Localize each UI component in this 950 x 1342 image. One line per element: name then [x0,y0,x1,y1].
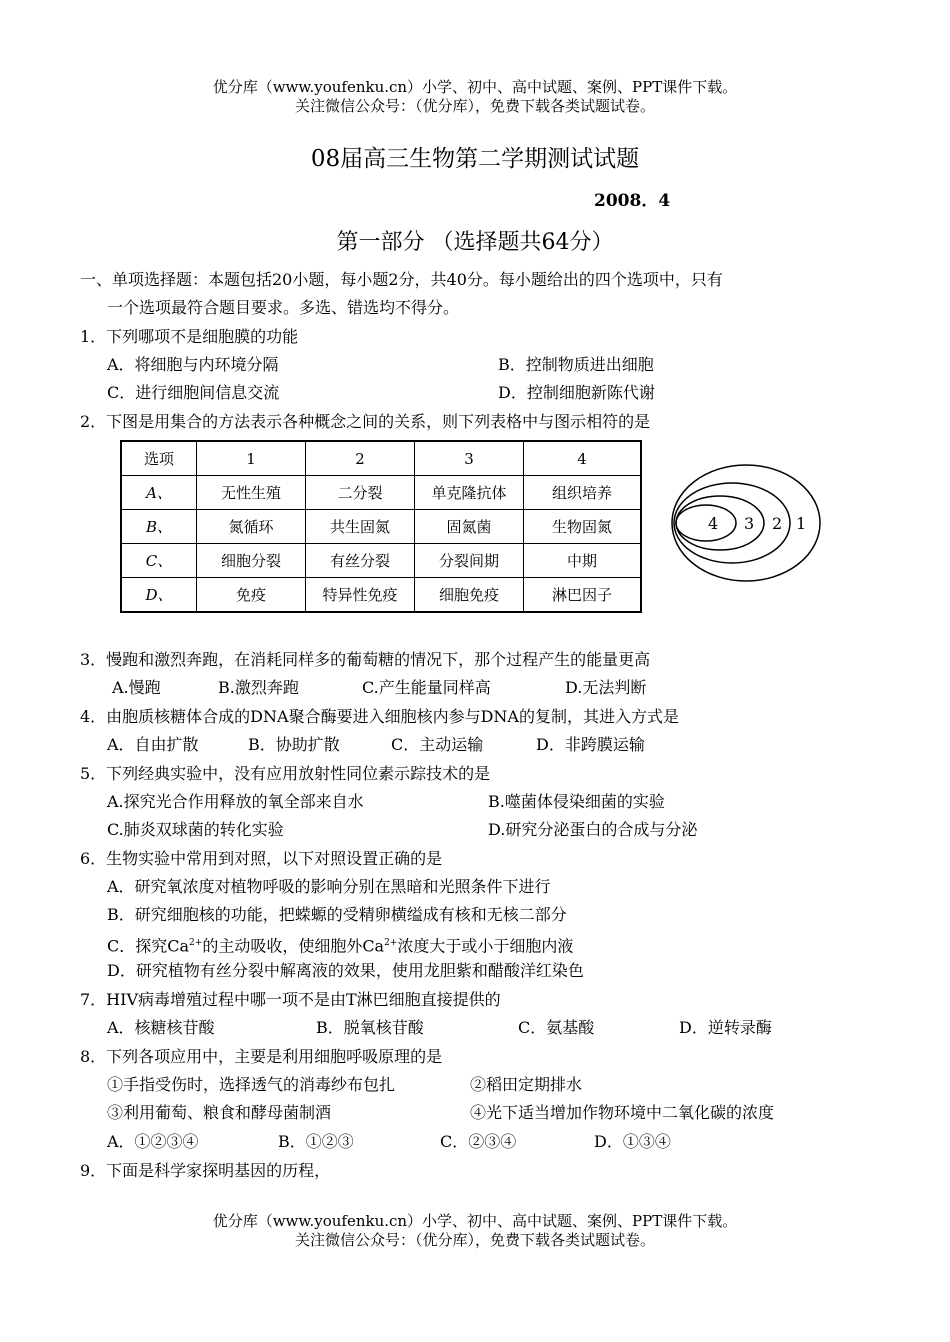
set-label-3: 3 [744,514,755,533]
q3-option-c: C.产生能量同样高 [362,678,491,697]
q8-option-c: C．②③④ [440,1132,517,1151]
q4-option-b: B．协助扩散 [248,735,340,754]
header-line-2: 关注微信公众号：（优分库），免费下载各类试题试卷。 [294,97,655,115]
q8-option-b: B．①②③ [278,1132,354,1151]
exam-date: 2008．4 [594,191,671,211]
table-cell: 有丝分裂 [306,544,415,578]
table-header: 选项 [121,441,197,476]
footer-line-2: 关注微信公众号：（优分库），免费下载各类试题试卷。 [294,1231,655,1249]
table-row [121,510,641,544]
table-cell: 共生固氮 [306,510,415,544]
table-cell: 固氮菌 [415,510,524,544]
set-label-1: 1 [796,514,807,533]
table-cell: 组织培养 [524,476,642,510]
q5-stem: 5．下列经典实验中，没有应用放射性同位素示踪技术的是 [80,764,491,783]
q8-item-4: ④光下适当增加作物环境中二氧化碳的浓度 [470,1103,775,1122]
table-row [121,578,641,613]
q4-option-a: A．自由扩散 [107,735,199,754]
table-header: 2 [306,441,415,476]
q6-option-a: A．研究氧浓度对植物呼吸的影响分别在黑暗和光照条件下进行 [107,877,551,896]
q4-option-d: D．非跨膜运输 [536,735,645,754]
q4-option-c: C．主动运输 [391,735,484,754]
q6-option-c [107,933,573,956]
table-cell: 淋巴因子 [524,578,642,613]
table-cell: D、 [121,578,197,613]
set-ellipse-4 [676,505,736,541]
q1-option-b: B．控制物质进出细胞 [498,355,654,374]
table-cell: 二分裂 [306,476,415,510]
q2-stem: 2．下图是用集合的方法表示各种概念之间的关系，则下列表格中与图示相符的是 [80,412,651,431]
q2-set-diagram [668,460,828,590]
section-instructions-2: 一个选项最符合题目要求。多选、错选均不得分。 [107,298,460,317]
table-cell: 特异性免疫 [306,578,415,613]
q7-stem: 7．HIV病毒增殖过程中哪一项不是由T淋巴细胞直接提供的 [80,990,501,1009]
part-title: 第一部分 （选择题共64分） [336,230,614,255]
q8-item-1: ①手指受伤时，选择透气的消毒纱布包扎 [107,1075,396,1094]
q5-option-c: C.肺炎双球菌的转化实验 [107,820,284,839]
q1-option-a: A．将细胞与内环境分隔 [107,355,279,374]
q5-option-a: A.探究光合作用释放的氧全部来自水 [107,792,364,811]
table-header: 4 [524,441,642,476]
table-row [121,476,641,510]
table-row [121,544,641,578]
table-cell: 细胞分裂 [197,544,306,578]
q1-option-d: D．控制细胞新陈代谢 [498,383,655,402]
q8-option-a: A．①②③④ [107,1132,199,1151]
q7-option-a: A．核糖核苷酸 [107,1018,215,1037]
q3-stem: 3．慢跑和激烈奔跑，在消耗同样多的葡萄糖的情况下，那个过程产生的能量更高 [80,650,651,669]
q8-item-2: ②稻田定期排水 [470,1075,583,1094]
q6-option-d: D．研究植物有丝分裂中解离液的效果，使用龙胆紫和醋酸洋红染色 [107,961,584,980]
table-cell: 细胞免疫 [415,578,524,613]
q6-option-b: B．研究细胞核的功能，把蝾螈的受精卵横缢成有核和无核二部分 [107,905,567,924]
q2-table [120,440,642,613]
q7-option-c: C．氨基酸 [518,1018,595,1037]
table-header: 1 [197,441,306,476]
table-cell: 单克隆抗体 [415,476,524,510]
table-cell: A、 [121,476,197,510]
q5-option-d: D.研究分泌蛋白的合成与分泌 [488,820,698,839]
q6-stem: 6．生物实验中常用到对照，以下对照设置正确的是 [80,849,443,868]
q1-option-c: C．进行细胞间信息交流 [107,383,280,402]
footer-line-1: 优分库（www.youfenku.cn）小学、初中、高中试题、案例、PPT课件下载。 [212,1212,738,1230]
q1-stem: 1．下列哪项不是细胞膜的功能 [80,327,299,346]
table-cell: C、 [121,544,197,578]
q8-option-d: D．①③④ [594,1132,671,1151]
q6-option-c-sup1: 2+ [189,938,203,948]
table-header: 3 [415,441,524,476]
table-cell: 分裂间期 [415,544,524,578]
set-label-4: 4 [708,514,719,533]
q7-option-d: D．逆转录酶 [679,1018,772,1037]
table-cell: 中期 [524,544,642,578]
set-label-2: 2 [772,514,783,533]
q4-stem: 4．由胞质核糖体合成的DNA聚合酶要进入细胞核内参与DNA的复制，其进入方式是 [80,707,679,726]
q6-option-c-part2: 的主动吸收，使细胞外Ca [202,936,385,956]
q3-option-d: D.无法判断 [565,678,647,697]
q5-option-b: B.噬菌体侵染细菌的实验 [488,792,665,811]
q8-stem: 8．下列各项应用中，主要是利用细胞呼吸原理的是 [80,1047,443,1066]
q8-item-3: ③利用葡萄、粮食和酵母菌制酒 [107,1103,332,1122]
page-title: 08届高三生物第二学期测试试题 [310,146,640,172]
table-cell: 氮循环 [197,510,306,544]
section-instructions-1: 一、单项选择题：本题包括20小题，每小题2分，共40分。每小题给出的四个选项中，只有 [80,270,723,289]
table-cell: 免疫 [197,578,306,613]
q7-option-b: B．脱氧核苷酸 [316,1018,424,1037]
q3-option-b: B.激烈奔跑 [218,678,299,697]
table-cell: B、 [121,510,197,544]
q9-stem: 9．下面是科学家探明基因的历程， [80,1161,331,1180]
q3-option-a: A.慢跑 [112,678,161,697]
table-cell: 无性生殖 [197,476,306,510]
q6-option-c-sup2: 2+ [384,938,398,948]
header-line-1: 优分库（www.youfenku.cn）小学、初中、高中试题、案例、PPT课件下载。 [212,78,738,96]
table-cell: 生物固氮 [524,510,642,544]
q6-option-c-part1: C．探究Ca [107,936,190,956]
table-header-row [121,441,641,476]
q6-option-c-part3: 浓度大于或小于细胞内液 [397,936,574,956]
